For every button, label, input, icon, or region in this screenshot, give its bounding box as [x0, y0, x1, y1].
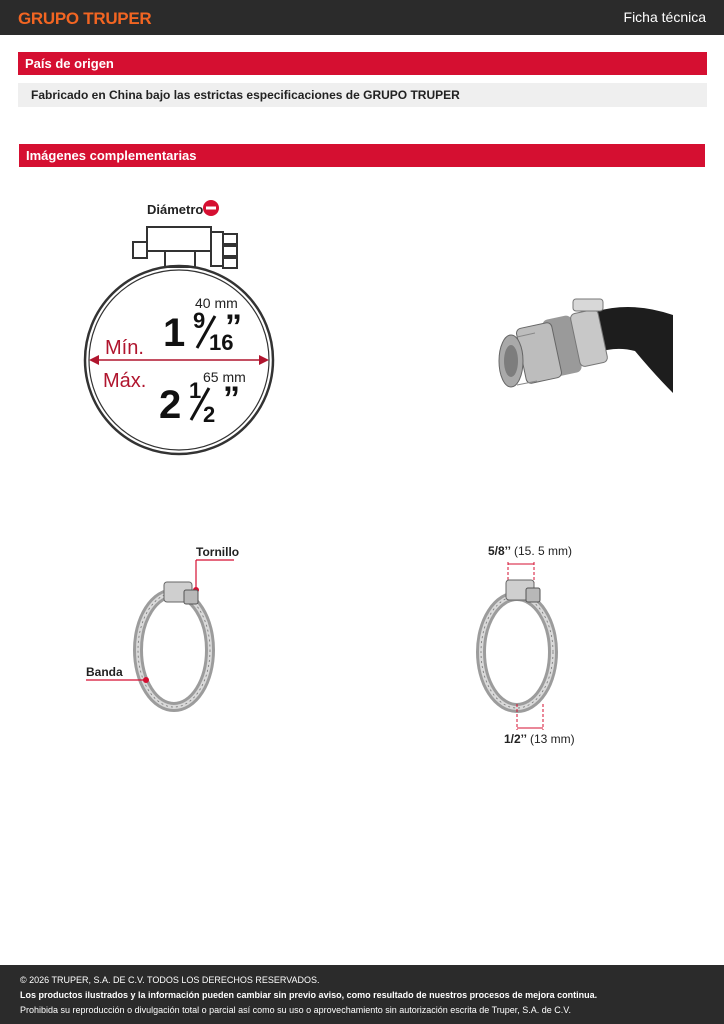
screw-label: Tornillo: [196, 545, 240, 559]
clamp-width-diagram: [470, 540, 630, 750]
clamp-parts-diagram: [84, 540, 244, 720]
diameter-diagram: [75, 190, 295, 470]
min-whole: 1: [163, 311, 186, 355]
max-inch: ”: [223, 380, 240, 418]
document-type: Ficha técnica: [623, 9, 706, 25]
footer: [0, 965, 724, 1024]
max-num: 1: [189, 378, 202, 403]
max-den: 2: [203, 402, 216, 427]
bottom-width-mm: (13 mm): [530, 732, 575, 746]
origin-section-header: País de origen: [18, 52, 707, 75]
top-bar: [0, 0, 724, 35]
bottom-width: 1/2’’: [504, 732, 527, 746]
screw-housing: [147, 227, 211, 251]
hose-clamp-photo: [495, 285, 675, 400]
max-whole: 2: [159, 383, 182, 427]
min-den: 16: [209, 330, 234, 355]
top-width: 5/8’’: [488, 544, 511, 558]
max-label: Máx.: [103, 370, 147, 392]
min-num: 9: [193, 308, 206, 333]
diameter-label: Diámetro: [147, 202, 204, 217]
footer-notice: Los productos ilustrados y la información pueden cambiar sin previo aviso, como resultado de nuestros procesos de mejora continua.: [20, 990, 598, 1000]
band-label: Banda: [86, 665, 123, 679]
min-inch: ”: [225, 308, 242, 346]
footer-copyright: © 2026 TRUPER, S.A. DE C.V. TODOS LOS DERECHOS RESERVADOS.: [20, 975, 320, 985]
min-mm: 40 mm: [195, 295, 238, 311]
brand-logo: GRUPO TRUPER: [18, 9, 152, 28]
images-section-header: Imágenes complementarias: [19, 144, 705, 167]
min-label: Mín.: [105, 337, 144, 359]
max-mm: 65 mm: [203, 369, 246, 385]
origin-text: Fabricado en China bajo las estrictas especificaciones de GRUPO TRUPER: [18, 83, 707, 107]
top-width-mm: (15. 5 mm): [514, 544, 573, 558]
footer-legal: Prohibida su reproducción o divulgación total o parcial así como su uso o aprovechamiento sin autorización escrita de Truper, S.A. de C.V.: [20, 1005, 571, 1015]
